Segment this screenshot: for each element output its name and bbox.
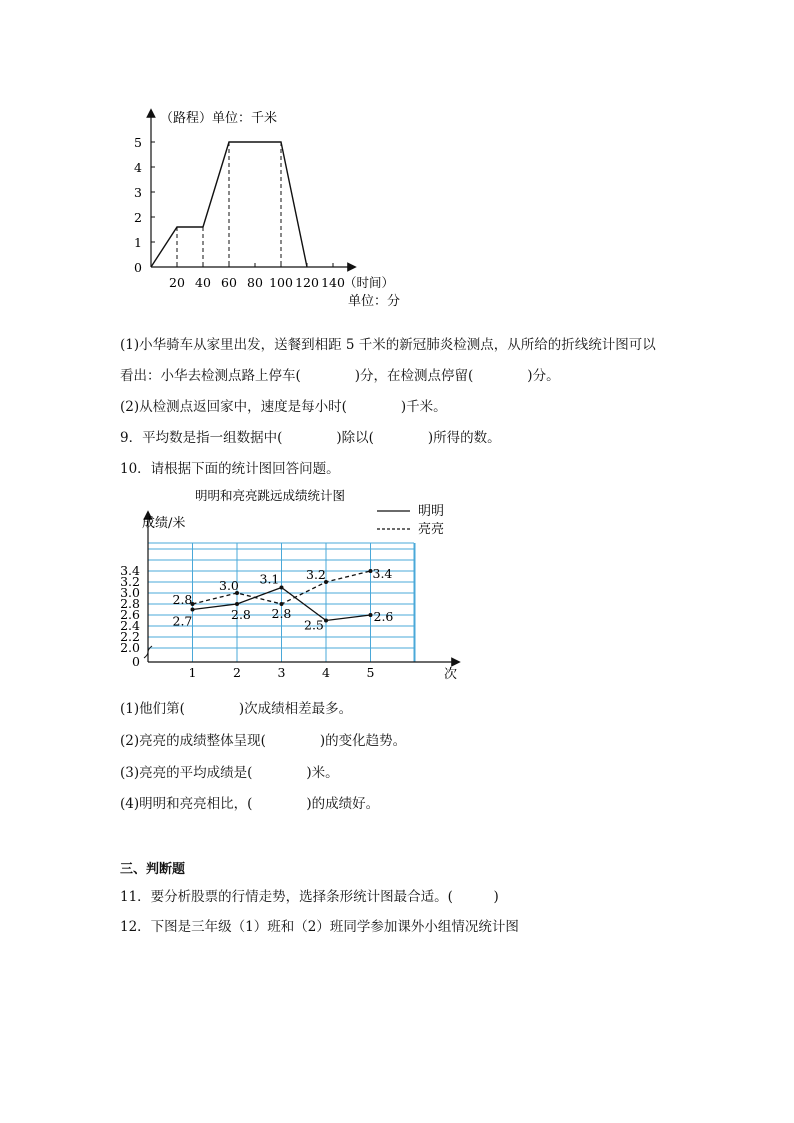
- x-tick-label: 120: [295, 275, 319, 290]
- data-point: [235, 602, 239, 606]
- data-label: 2.8: [231, 607, 251, 622]
- question-12: 12．下图是三年级（1）班和（2）班同学参加课外小组情况统计图: [120, 919, 519, 935]
- y-tick-label: 2.4: [120, 618, 140, 633]
- x-tick-label: 60: [221, 275, 237, 290]
- y-tick-label: 2.2: [120, 629, 140, 644]
- y-axis-label: 成绩/米: [142, 516, 186, 531]
- x-tick-label: 4: [322, 665, 330, 680]
- y-tick-label: 3.0: [120, 585, 140, 600]
- data-point: [280, 586, 284, 590]
- section-3-heading: 三、判断题: [120, 862, 186, 877]
- x-tick-label: 80: [247, 275, 263, 290]
- x-tick-label: 1: [188, 665, 197, 680]
- data-label: 3.0: [219, 578, 239, 593]
- data-label: 2.5: [304, 617, 324, 633]
- data-point: [324, 619, 328, 623]
- question-8-2: (2)从检测点返回家中，速度是每小时( )千米。: [120, 399, 447, 415]
- x-tick-label: 3: [277, 665, 286, 680]
- x-tick-label: 5: [366, 665, 375, 680]
- x-tick-label: 40: [195, 275, 211, 290]
- data-point: [191, 608, 195, 612]
- data-label: 2.6: [373, 609, 394, 624]
- x-tick-label: 2: [233, 665, 241, 680]
- legend-label: 亮亮: [418, 522, 445, 537]
- question-10-1: (1)他们第( )次成绩相差最多。: [120, 701, 353, 717]
- y-tick-label: 2.8: [120, 596, 140, 611]
- y-axis-label: （路程）单位：千米: [160, 111, 278, 126]
- question-9: 9．平均数是指一组数据中( )除以( )所得的数。: [120, 430, 501, 446]
- y-tick-label: 3: [134, 185, 142, 200]
- question-10-2: (2)亮亮的成绩整体呈现( )的变化趋势。: [120, 733, 407, 749]
- y-tick-label: 0: [134, 260, 142, 275]
- legend-label: 明明: [418, 504, 445, 519]
- data-point: [369, 613, 373, 617]
- question-10-4: (4)明明和亮亮相比，( )的成绩好。: [120, 796, 380, 812]
- y-tick-label: 1: [134, 235, 142, 250]
- y-tick-label: 3.2: [120, 574, 140, 589]
- question-10: 10．请根据下面的统计图回答问题。: [120, 461, 340, 477]
- x-tick-label: 20: [169, 275, 185, 290]
- data-label: 3.4: [372, 566, 393, 581]
- question-10-3: (3)亮亮的平均成绩是( )米。: [120, 765, 339, 781]
- question-8-1-line-b: 看出：小华去检测点路上停车( )分，在检测点停留( )分。: [120, 368, 560, 384]
- y-tick-label: 2.0: [120, 640, 140, 655]
- x-tick-label: 140: [321, 275, 345, 290]
- y-tick-label: 3.4: [120, 563, 140, 578]
- data-label: 3.2: [306, 567, 326, 582]
- y-tick-label: 2.6: [120, 607, 140, 622]
- x-tick-label: 100: [269, 275, 293, 290]
- x-axis-label: 次: [444, 667, 458, 682]
- data-label: 2.8: [271, 606, 292, 621]
- y-tick-label: 4: [134, 160, 142, 175]
- data-label: 2.7: [172, 613, 193, 629]
- question-11: 11．要分析股票的行情走势，选择条形统计图最合适。( ): [120, 889, 499, 905]
- question-8-1-line-a: (1)小华骑车从家里出发，送餐到相距 5 千米的新冠肺炎检测点，从所给的折线统计图可以: [120, 337, 656, 353]
- data-label: 2.8: [172, 592, 193, 607]
- y-tick-label: 5: [134, 135, 142, 150]
- x-axis-label: （时间）: [344, 275, 395, 290]
- y-tick-label: 0: [132, 654, 140, 669]
- data-label: 3.1: [259, 571, 280, 587]
- chart-title: 明明和亮亮跳远成绩统计图: [194, 488, 346, 503]
- y-tick-label: 2: [134, 210, 142, 225]
- x-axis-unit: 单位：分: [348, 294, 401, 309]
- distance-time-chart: [120, 105, 420, 315]
- long-jump-chart: [120, 485, 480, 685]
